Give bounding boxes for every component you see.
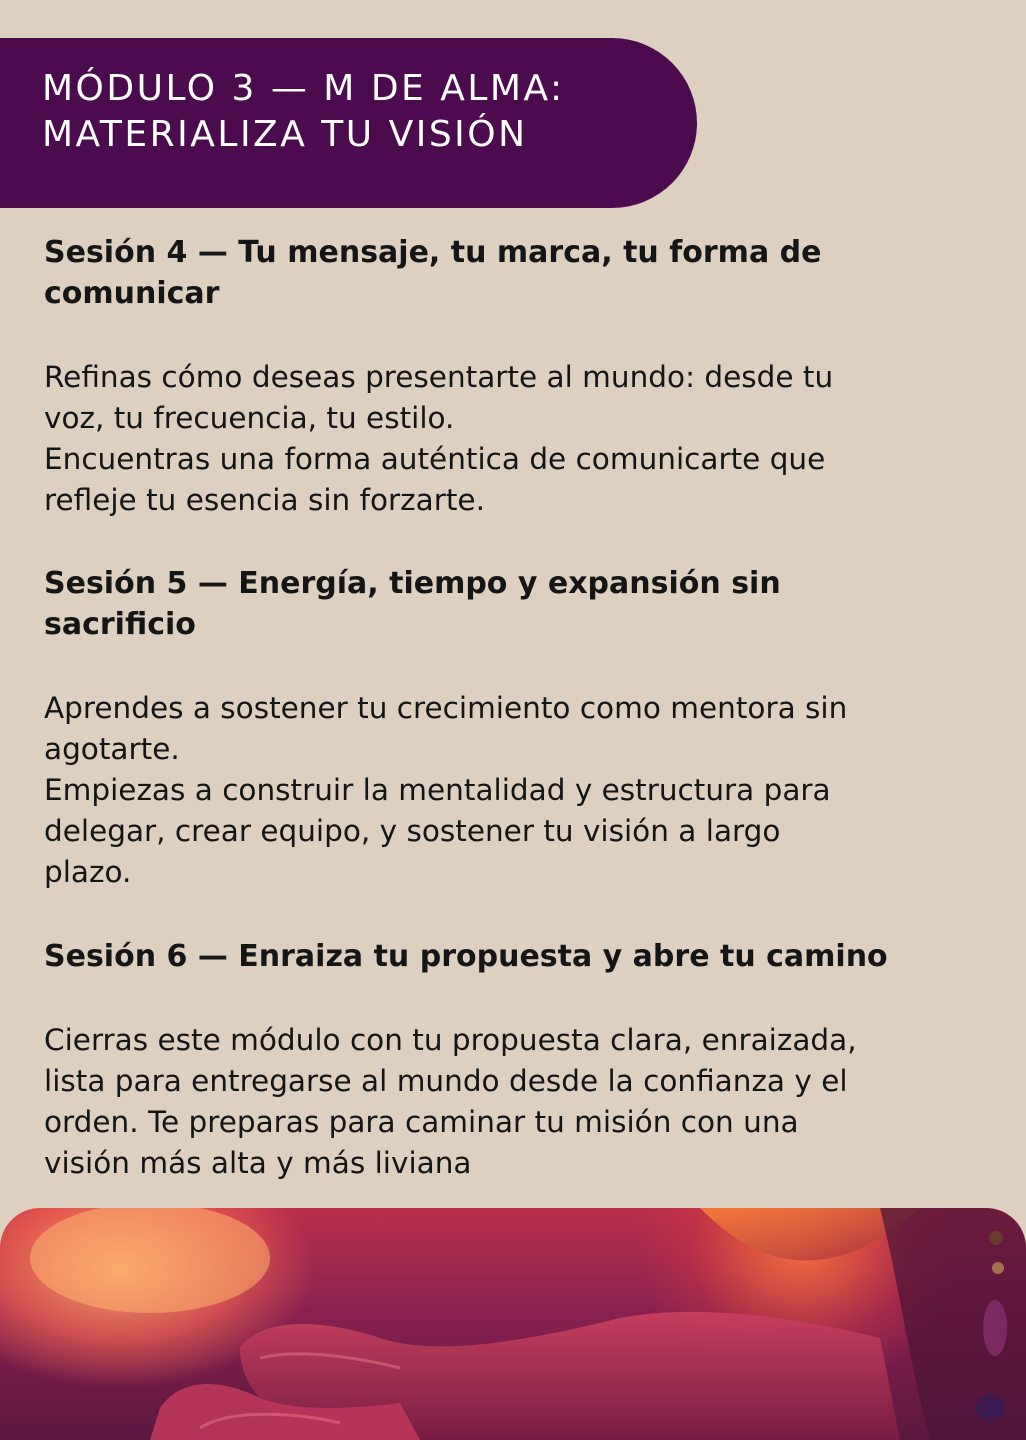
module-title-line-2: MATERIALIZA TU VISIÓN [42,114,528,155]
session-6-description [44,1020,984,1184]
session-4-line: Refinas cómo deseas presentarte al mundo: desde tu [44,360,834,394]
session-6-title-line-1: Sesión 6 — Enraiza tu propuesta y abre tu camino [44,939,888,974]
session-5-title [44,563,944,645]
session-6-line: Cierras este módulo con tu propuesta clara, enraizada, [44,1023,857,1057]
session-4-title-line-1: Sesión 4 — Tu mensaje, tu marca, tu forma de [44,235,822,270]
session-6-line: orden. Te preparas para caminar tu misión con una [44,1105,799,1139]
session-5-title-line-1: Sesión 5 — Energía, tiempo y expansión sin [44,566,781,601]
session-5-line: Aprendes a sostener tu crecimiento como mentora sin [44,691,848,725]
module-title-line-1: MÓDULO 3 — M DE ALMA: [42,68,565,109]
session-4-description [44,357,984,521]
session-5-line: Empiezas a construir la mentalidad y estructura para [44,773,831,807]
session-4-title-line-2: comunicar [44,276,220,311]
session-6-line: lista para entregarse al mundo desde la confianza y el [44,1064,848,1098]
session-6-line: visión más alta y más liviana [44,1146,472,1180]
session-5-title-line-2: sacrificio [44,607,196,642]
session-5-line: plazo. [44,855,132,889]
hands-sunset-photo [0,1208,1026,1440]
session-5-line: delegar, crear equipo, y sostener tu visión a largo [44,814,781,848]
hands-illustration [0,1208,1026,1440]
session-4-title [44,232,944,314]
session-5-description [44,688,984,893]
session-4-line: voz, tu frecuencia, tu estilo. [44,401,455,435]
session-5-line: agotarte. [44,732,180,766]
module-title-banner [0,38,697,208]
session-4-line: Encuentras una forma auténtica de comunicarte que [44,442,826,476]
session-6-title [44,936,984,977]
session-4-line: refleje tu esencia sin forzarte. [44,483,485,517]
